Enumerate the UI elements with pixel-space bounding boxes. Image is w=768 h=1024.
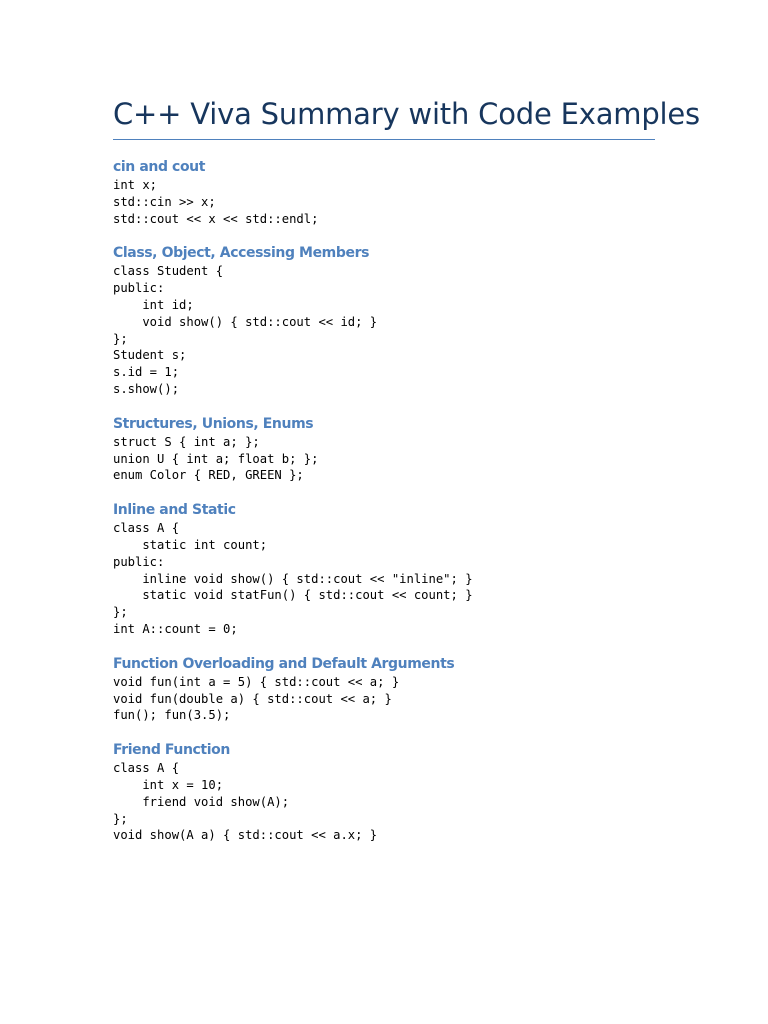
section-heading: Inline and Static: [113, 502, 236, 519]
document-title: C++ Viva Summary with Code Examples: [113, 97, 700, 131]
section-heading: Structures, Unions, Enums: [113, 415, 314, 432]
section-friend-function: [113, 740, 655, 844]
section-class-object: [113, 243, 655, 397]
section-heading: Friend Function: [113, 742, 230, 759]
document-page: [113, 94, 700, 860]
code-block: class Student { public: int id; void show() { std::cout << id; } }; Student s; s.id = 1; s.show();: [113, 264, 378, 396]
section-overloading-default-args: [113, 654, 655, 724]
code-block: struct S { int a; }; union U { int a; float b; }; enum Color { RED, GREEN };: [113, 434, 319, 483]
code-block: void fun(int a = 5) { std::cout << a; } void fun(double a) { std::cout << a; } fun(); fun(3.5);: [113, 674, 400, 723]
section-heading: cin and cout: [113, 159, 206, 175]
section-heading: Function Overloading and Default Arguments: [113, 655, 455, 672]
code-block: int x; std::cin >> x; std::cout << x << std::endl;: [113, 178, 319, 226]
section-inline-static: [113, 500, 655, 638]
section-cin-cout: [113, 157, 655, 227]
code-block: class A { int x = 10; friend void show(A); }; void show(A a) { std::cout << a.x; }: [113, 761, 378, 843]
title-underline: [113, 139, 655, 140]
code-block: class A { static int count; public: inline void show() { std::cout << "inline"; } static void statFun() { std::cout << count; } }; int A::count = 0;: [113, 521, 473, 636]
section-structures-unions-enums: [113, 414, 655, 484]
section-heading: Class, Object, Accessing Members: [113, 245, 370, 262]
